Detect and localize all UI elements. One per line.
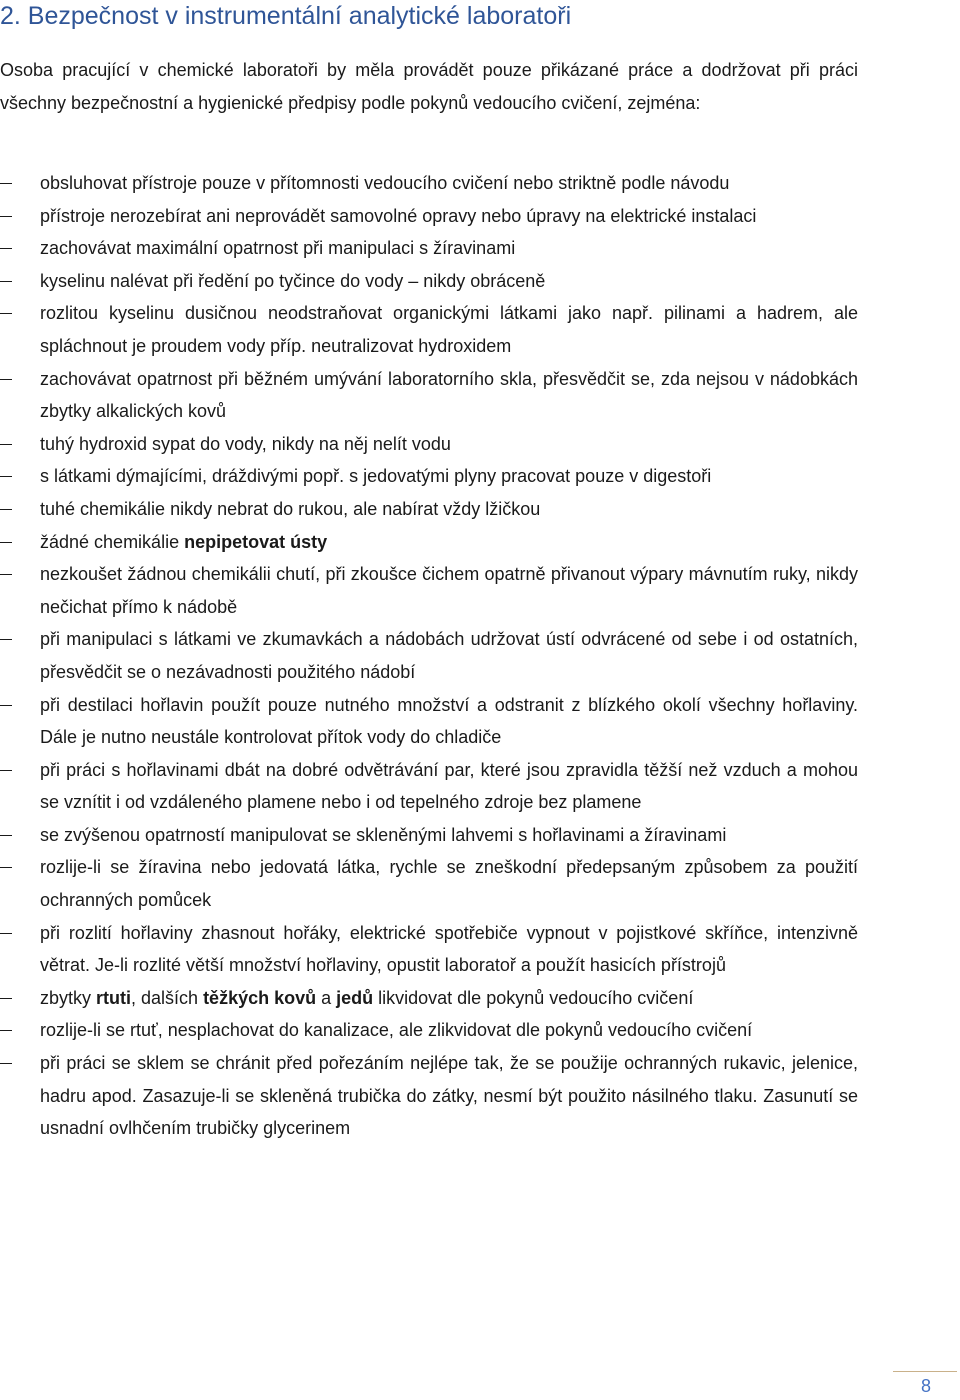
safety-rule-item — [0, 493, 858, 526]
emphasized-text: rtuti — [96, 987, 132, 1008]
rule-text-segment: zachovávat opatrnost při běžném umývání laboratorního skla, přesvědčit se, zda nejsou v nádobkách zbytky alkalických kovů — [40, 368, 858, 422]
safety-rule-text — [40, 434, 451, 454]
rule-text-segment: při rozlití hořlaviny zhasnout hořáky, elektrické spotřebiče vypnout v pojistkové skříňce, intenzivně větrat. Je-li rozlité větší množství hořlaviny, opustit laboratoř a použít hasicích přístrojů — [40, 922, 858, 976]
safety-rule-item — [0, 232, 858, 265]
page-number: 8 — [920, 1376, 931, 1396]
dash-bullet-icon — [0, 379, 12, 380]
safety-rule-text — [40, 1020, 752, 1040]
dash-bullet-icon — [0, 639, 12, 640]
safety-rule-text — [40, 825, 726, 845]
safety-rule-text — [40, 564, 858, 617]
rule-text-segment: zachovávat maximální opatrnost při manipulaci s žíravinami — [40, 238, 516, 259]
dash-bullet-icon — [0, 216, 12, 217]
rule-text-segment: s látkami dýmajícími, dráždivými popř. s jedovatými plyny pracovat pouze v digestoři — [40, 466, 712, 487]
dash-bullet-icon — [0, 183, 12, 184]
rule-text-segment: při práci se sklem se chránit před pořezáním nejlépe tak, že se použije ochranných rukavic, jelenice, hadru apod. Zasazuje-li se skleněná trubička do zátky, nesmí být použito násilného tlaku. Zasunutí se usnadní ovlhčením trubičky glycerinem — [40, 1053, 858, 1139]
dash-bullet-icon — [0, 248, 12, 249]
emphasized-text: těžkých kovů — [203, 987, 317, 1008]
dash-bullet-icon — [0, 574, 12, 575]
rule-text-segment: likvidovat dle pokynů vedoucího cvičení — [373, 987, 694, 1008]
rule-text-segment: při práci s hořlavinami dbát na dobré odvětrávání par, které jsou zpravidla těžší než vzduch a mohou se vznítit i od vzdáleného plamene nebo i od tepelného zdroje bez plamene — [40, 759, 858, 813]
dash-bullet-icon — [0, 933, 12, 934]
footer-divider — [893, 1371, 957, 1372]
safety-rule-item — [0, 819, 858, 852]
safety-rule-item — [0, 1047, 858, 1145]
section-heading: 2. Bezpečnost v instrumentální analytické laboratoři — [0, 2, 572, 30]
dash-bullet-icon — [0, 509, 12, 510]
safety-rule-text — [40, 206, 756, 226]
safety-rule-text — [40, 629, 858, 682]
rule-text-segment: obsluhovat přístroje pouze v přítomnosti vedoucího cvičení nebo striktně podle návodu — [40, 173, 730, 193]
safety-rule-item — [0, 754, 858, 819]
safety-rule-text — [40, 271, 545, 291]
safety-rule-text — [40, 369, 858, 422]
safety-rule-item — [0, 428, 858, 461]
dash-bullet-icon — [0, 444, 12, 445]
dash-bullet-icon — [0, 1063, 12, 1064]
safety-rule-item — [0, 558, 858, 623]
safety-rule-item — [0, 363, 858, 428]
rule-text-segment: rozlitou kyselinu dusičnou neodstraňovat organickými látkami jako např. pilinami a hadrem, ale spláchnout je proudem vody příp. neutralizovat hydroxidem — [40, 303, 858, 356]
rule-text-segment: se zvýšenou opatrností manipulovat se skleněnými lahvemi s hořlavinami a žíravinami — [40, 824, 727, 845]
safety-rule-item — [0, 1014, 858, 1047]
safety-rule-text — [40, 857, 858, 910]
safety-rule-text — [40, 923, 858, 976]
safety-rule-item — [0, 917, 858, 982]
emphasized-text: jedů — [336, 987, 374, 1008]
safety-rule-item — [0, 265, 858, 298]
dash-bullet-icon — [0, 1030, 12, 1031]
dash-bullet-icon — [0, 998, 12, 999]
rule-text-segment: žádné chemikálie — [40, 531, 185, 552]
intro-paragraph: Osoba pracující v chemické laboratoři by měla provádět pouze přikázané práce a dodržovat při práci všechny bezpečnostní a hygienické předpisy podle pokynů vedoucího cvičení, zejména: — [0, 60, 858, 113]
dash-bullet-icon — [0, 770, 12, 771]
safety-rule-item — [0, 297, 858, 362]
safety-rule-text — [40, 466, 711, 486]
safety-rule-text — [40, 532, 327, 552]
rule-text-segment: přístroje nerozebírat ani neprovádět samovolné opravy nebo úpravy na elektrické instalaci — [40, 205, 757, 226]
dash-bullet-icon — [0, 867, 12, 868]
dash-bullet-icon — [0, 476, 12, 477]
rule-text-segment: kyselinu nalévat při ředění po tyčince do vody – nikdy obráceně — [40, 270, 546, 291]
rule-text-segment: zbytky — [40, 987, 97, 1008]
dash-bullet-icon — [0, 542, 12, 543]
safety-rule-text — [40, 303, 858, 356]
rule-text-segment: nezkoušet žádnou chemikálii chutí, při zkoušce čichem opatrně přivanout výpary mávnutím ruky, nikdy nečichat přímo k nádobě — [40, 564, 858, 617]
safety-rule-item — [0, 526, 858, 559]
safety-rule-item — [0, 982, 858, 1015]
safety-rule-item — [0, 167, 858, 200]
rule-text-segment: rozlije-li se rtuť, nesplachovat do kanalizace, ale zlikvidovat dle pokynů vedoucího cvičení — [40, 1020, 753, 1041]
rule-text-segment: při destilaci hořlavin použít pouze nutného množství a odstranit z blízkého okolí všechny hořlaviny. Dále je nutno neustále kontrolovat přítok vody do chladiče — [40, 694, 858, 748]
safety-rule-item — [0, 623, 858, 688]
safety-rule-text — [40, 988, 693, 1008]
rule-text-segment: při manipulaci s látkami ve zkumavkách a nádobách udržovat ústí odvrácené od sebe i od ostatních, přesvědčit se o nezávadnosti použitého nádobí — [40, 629, 858, 682]
rule-text-segment: rozlije-li se žíravina nebo jedovatá látka, rychle se zneškodní předepsaným způsobem za použití ochranných pomůcek — [40, 857, 858, 911]
rule-text-segment: tuhé chemikálie nikdy nebrat do rukou, ale nabírat vždy lžičkou — [40, 498, 541, 519]
safety-rule-item — [0, 851, 858, 916]
safety-rule-text — [40, 760, 858, 813]
rule-text-segment: tuhý hydroxid sypat do vody, nikdy na něj nelít vodu — [40, 433, 451, 454]
safety-rule-text — [40, 695, 858, 748]
safety-rule-text — [40, 499, 540, 519]
dash-bullet-icon — [0, 313, 12, 314]
safety-rule-text — [40, 238, 515, 258]
dash-bullet-icon — [0, 281, 12, 282]
safety-rule-item — [0, 689, 858, 754]
dash-bullet-icon — [0, 705, 12, 706]
rule-text-segment: , dalších — [131, 987, 204, 1008]
safety-rule-item — [0, 460, 858, 493]
safety-rule-text — [40, 173, 729, 193]
rule-text-segment: a — [316, 987, 337, 1008]
dash-bullet-icon — [0, 835, 12, 836]
safety-rules-list — [0, 167, 858, 1145]
emphasized-text: nepipetovat ústy — [184, 531, 328, 552]
safety-rule-item — [0, 200, 858, 233]
safety-rule-text — [40, 1053, 858, 1138]
